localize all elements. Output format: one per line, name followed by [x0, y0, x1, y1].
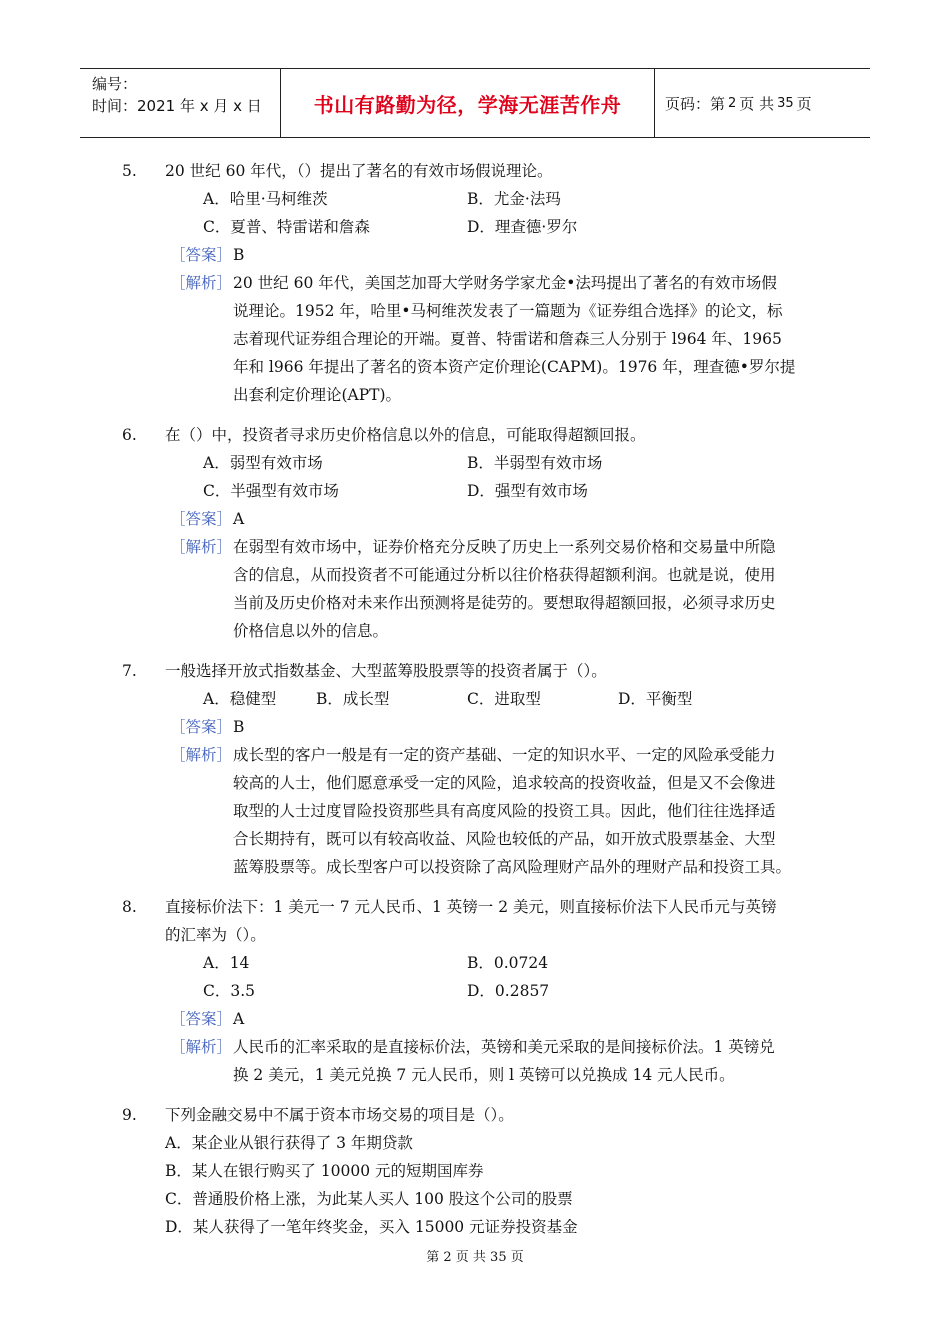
- page-total: 35: [777, 95, 794, 111]
- option-item: B．某人在银行购买了 10000 元的短期国库券: [165, 1162, 484, 1180]
- page-mid: 页 共: [739, 94, 775, 113]
- option-item: D．平衡型: [618, 690, 693, 708]
- option-item: B．尤金·法玛: [467, 190, 561, 208]
- question-item: [0, 157, 950, 409]
- option-item: D．0.2857: [467, 982, 550, 1000]
- option-item: A．哈里·马柯维茨: [203, 190, 328, 208]
- question-text: 下列金融交易中不属于资本市场交易的项目是（）。: [165, 1106, 514, 1124]
- page-label: 页码：第: [665, 94, 726, 113]
- question-item: [0, 657, 950, 881]
- analysis-tag: ［解析］: [170, 746, 233, 764]
- analysis-text: 换 2 美元，1 美元兑换 7 元人民币，则 l 英镑可以兑换成 14 元人民币。: [233, 1066, 735, 1084]
- option-item: D．强型有效市场: [467, 482, 588, 500]
- option-item: C．夏普、特雷诺和詹森: [203, 218, 370, 236]
- question-text: 直接标价法下：1 美元一 7 元人民币、1 英镑一 2 美元，则直接标价法下人民币元与英镑: [165, 898, 777, 916]
- question-item: [0, 893, 950, 1089]
- analysis-tag: ［解析］: [170, 274, 233, 292]
- option-item: A．某企业从银行获得了 3 年期贷款: [165, 1134, 413, 1152]
- page-footer: 第 2 页 共 35 页: [426, 1250, 524, 1265]
- analysis-text: 说理论。1952 年，哈里•马柯维茨发表了一篇题为《证券组合选择》的论文，标: [233, 302, 783, 320]
- answer-tag: ［答案］: [170, 1010, 233, 1028]
- analysis-text: 合长期持有，既可以有较高收益、风险也较低的产品，如开放式股票基金、大型: [233, 830, 776, 848]
- time-label: 时间：2021 年 x 月 x 日: [92, 97, 262, 115]
- question-list: [0, 157, 950, 1253]
- page-number: 2: [728, 95, 737, 111]
- analysis-text: 出套利定价理论(APT)。: [233, 386, 402, 404]
- option-item: B．半弱型有效市场: [467, 454, 603, 472]
- analysis-tag: ［解析］: [170, 538, 233, 556]
- option-item: C．进取型: [467, 690, 541, 708]
- option-item: D．某人获得了一笔年终奖金，买入 15000 元证券投资基金: [165, 1218, 578, 1236]
- option-item: A．14: [203, 954, 250, 972]
- analysis-text: 当前及历史价格对未来作出预测将是徒劳的。要想取得超额回报，必须寻求历史: [233, 594, 776, 612]
- analysis-text: 志着现代证券组合理论的开端。夏普、特雷诺和詹森三人分别于 l964 年、1965: [233, 330, 782, 348]
- header-page-info: [655, 69, 870, 137]
- question-text: 在（）中，投资者寻求历史价格信息以外的信息，可能取得超额回报。: [165, 426, 646, 444]
- analysis-tag: ［解析］: [170, 1038, 233, 1056]
- slogan: 书山有路勤为径，学海无涯苦作舟: [313, 92, 622, 117]
- answer-value: B: [233, 718, 245, 736]
- analysis-text: 20 世纪 60 年代，美国芝加哥大学财务学家尤金•法玛提出了著名的有效市场假: [233, 274, 777, 292]
- option-item: C．3.5: [203, 982, 256, 1000]
- analysis-text: 取型的人士过度冒险投资那些具有高度风险的投资工具。因此，他们往往选择适: [233, 802, 776, 820]
- answer-value: A: [233, 1010, 245, 1028]
- question-number: 8.: [122, 898, 137, 916]
- question-text: 一般选择开放式指数基金、大型蓝筹股股票等的投资者属于（）。: [165, 662, 607, 680]
- answer-tag: ［答案］: [170, 718, 233, 736]
- question-text: 20 世纪 60 年代，（）提出了著名的有效市场假说理论。: [165, 162, 553, 180]
- question-item: [0, 1101, 950, 1241]
- number-label: 编号：: [92, 75, 138, 93]
- option-item: B．成长型: [316, 690, 390, 708]
- option-item: C．普通股价格上涨，为此某人买人 100 股这个公司的股票: [165, 1190, 573, 1208]
- analysis-text: 价格信息以外的信息。: [233, 622, 389, 640]
- option-item: C．半强型有效市场: [203, 482, 339, 500]
- option-item: A．稳健型: [203, 690, 277, 708]
- option-item: D．理查德·罗尔: [467, 218, 578, 236]
- question-item: [0, 421, 950, 645]
- question-number: 7.: [122, 662, 137, 680]
- analysis-text: 年和 l966 年提出了著名的资本资产定价理论(CAPM)。1976 年，理查德•罗尔提: [233, 358, 796, 376]
- analysis-text: 蓝筹股票等。成长型客户可以投资除了高风险理财产品外的理财产品和投资工具。: [233, 858, 792, 876]
- option-item: A．弱型有效市场: [203, 454, 323, 472]
- analysis-text: 在弱型有效市场中，证券价格充分反映了历史上一系列交易价格和交易量中所隐: [233, 538, 776, 556]
- answer-value: B: [233, 246, 245, 264]
- analysis-text: 含的信息，从而投资者不可能通过分析以往价格获得超额利润。也就是说，使用: [233, 566, 776, 584]
- page-header: [80, 68, 870, 138]
- analysis-text: 人民币的汇率采取的是直接标价法，英镑和美元采取的是间接标价法。1 英镑兑: [233, 1038, 775, 1056]
- question-number: 5.: [122, 162, 137, 180]
- answer-value: A: [233, 510, 245, 528]
- analysis-text: 成长型的客户一般是有一定的资产基础、一定的知识水平、一定的风险承受能力: [233, 746, 776, 764]
- header-slogan-cell: [281, 69, 655, 137]
- option-item: B．0.0724: [467, 954, 549, 972]
- answer-tag: ［答案］: [170, 510, 233, 528]
- header-meta: [80, 69, 281, 137]
- answer-tag: ［答案］: [170, 246, 233, 264]
- question-number: 6.: [122, 426, 137, 444]
- question-number: 9.: [122, 1106, 137, 1124]
- analysis-text: 较高的人士，他们愿意承受一定的风险，追求较高的投资收益，但是又不会像进: [233, 774, 776, 792]
- question-text: 的汇率为（）。: [165, 926, 266, 944]
- page-end: 页: [796, 94, 812, 113]
